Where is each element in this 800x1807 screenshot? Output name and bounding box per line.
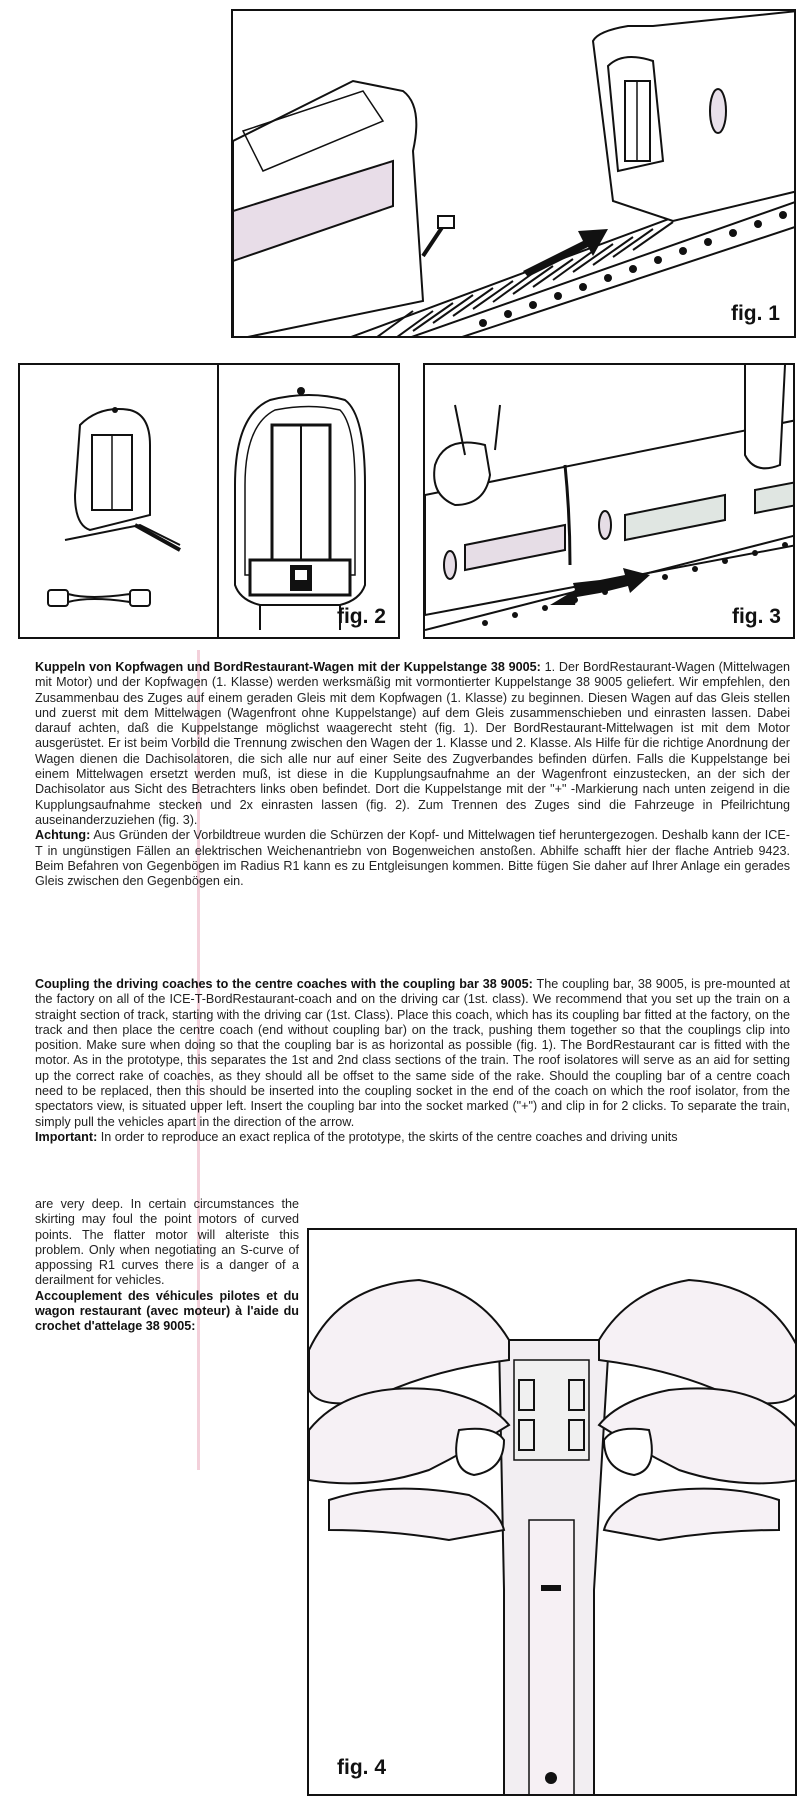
figure-2-illustration	[20, 365, 400, 639]
english-important-body-narrow: are very deep. In certain circumstances the skirting may foul the point motors of curved points. The flatter motor will alteriste this problem. Only when negotiating an S-curve of appossing R1 curves there is a danger of a derailment for vehicles.	[35, 1197, 299, 1288]
figure-2-divider	[217, 365, 219, 637]
figure-1-label: fig. 1	[730, 302, 780, 325]
german-warning-body: Aus Gründen der Vorbildtreue wurden die Schürzen der Kopf- und Mittelwagen tief heruntergezogen. Deshalb kann der ICE-T in ungünstigen Fällen an elektrischen Weichenantriebn von Bogenweichen anstoßen. Abhilfe schafft hier der flache Antrieb 9423. Beim Befahren von Gegenbögen im Radius R1 kann es zu Entgleisungen kommen. Bitte fügen Sie daher auf Ihrer Anlage ein gerades Gleis zwischen den Gegenbögen ein.	[35, 828, 790, 889]
figure-1	[231, 9, 796, 338]
german-heading: Kuppeln von Kopfwagen und BordRestaurant-Wagen mit der Kuppelstange 38 9005:	[35, 660, 541, 674]
figure-3-illustration	[425, 365, 795, 639]
english-important-body-wide: In order to reproduce an exact replica of the prototype, the skirts of the centre coaches and driving units	[97, 1129, 678, 1144]
english-instructions	[35, 977, 790, 1145]
english-heading: Coupling the driving coaches to the centre coaches with the coupling bar 38 9005:	[35, 977, 533, 991]
english-body: The coupling bar, 38 9005, is pre-mounted at the factory on all of the ICE-T-BordRestaurant-coach and on the driving car (1st. class). We recommend that you set up the train on a straight section of track, starting with the driving car (1st. Class). Place this coach, which has its coupling bar fitted at the factory, on the track and then place the centre coach (end without coupling bar) on the track, pushing them together so that the couplings clip into position. Make sure when doing so that the coupling bar is as horizontal as possible (fig. 1). The BordRestaurant car is fitted with the motor. As in the prototype, this separates the 1st and 2nd class sections of the train. The roof isolatores will serve as an aid for setting up the correct rake of coaches, as they should all be offset to the same side of the rake. Should the coupling bar of a centre coach need to be replaced, then this should be inserted into the coupling socket in the end of the coach on which the roof isolator, from the spectators view, is situated upper left. Insert the coupling bar into the socket marked ("+") and clip in for 2 clicks. To separate the train, simply pull the vehicles apart in the direction of the arrow.	[35, 977, 790, 1129]
figure-4-label: fig. 4	[337, 1756, 387, 1779]
figure-4-illustration	[309, 1230, 797, 1796]
figure-2	[18, 363, 400, 639]
english-important-label: Important:	[35, 1129, 98, 1144]
figure-3	[423, 363, 795, 639]
figure-1-illustration	[233, 11, 796, 338]
narrow-column-text	[35, 1197, 299, 1335]
figure-4	[307, 1228, 797, 1796]
figure-2-label: fig. 2	[336, 605, 386, 628]
german-body: 1. Der BordRestaurant-Wagen (Mittelwagen mit Motor) und der Kopfwagen (1. Klasse) werden werksmäßig mit vormontierter Kuppelstange 38 9005 geliefert. Wir empfehlen, den Zusammenbau des Zuges auf einem geraden Gleis mit dem Kopfwagen (1. Klasse) zu beginnen. Diesen Wagen auf das Gleis stellen und zuerst mit dem Mittelwagen (Wagenfront ohne Kuppelstange) auf dem Gleis zusammenschieben und einrasten lassen. Dabei darauf achten, daß die Kuppelstange möglichst waagerecht steht (fig. 1). Der BordRestaurant-Mittelwagen ist mit dem Motor ausgerüstet. Er ist beim Vorbild die Trennung zwischen den Wagen der 1. Klasse und 2. Klasse. Als Hilfe für die richtige Anordnung der Wagen dienen die Dachisolatoren, die sich alle nur auf einer Seite des Zugverbandes befinden dürfen. Falls die Kuppelstange bei einem Mittelwagen ersetzt werden muß, ist diese in die Kupplungsaufnahme an der Wagenfront einzustecken, an der sich der Dachisolator aus Sicht des Betrachters links oben befindet. Dort die Kuppelstange mit der "+" -Markierung nach unten zeigend in die Kupplungsaufnahme stecken und 2x einrasten lassen (fig. 2). Zum Trennen des Zuges sind die Fahrzeuge in Pfeilrichtung auseinanderzuziehen (fig. 3).	[35, 660, 790, 827]
french-heading: Accouplement des véhicules pilotes et du wagon restaurant (avec moteur) à l'aide du crochet d'attelage 38 9005:	[35, 1288, 299, 1334]
german-warning-label: Achtung:	[35, 828, 91, 843]
figure-3-label: fig. 3	[731, 605, 781, 628]
german-instructions	[35, 660, 790, 889]
